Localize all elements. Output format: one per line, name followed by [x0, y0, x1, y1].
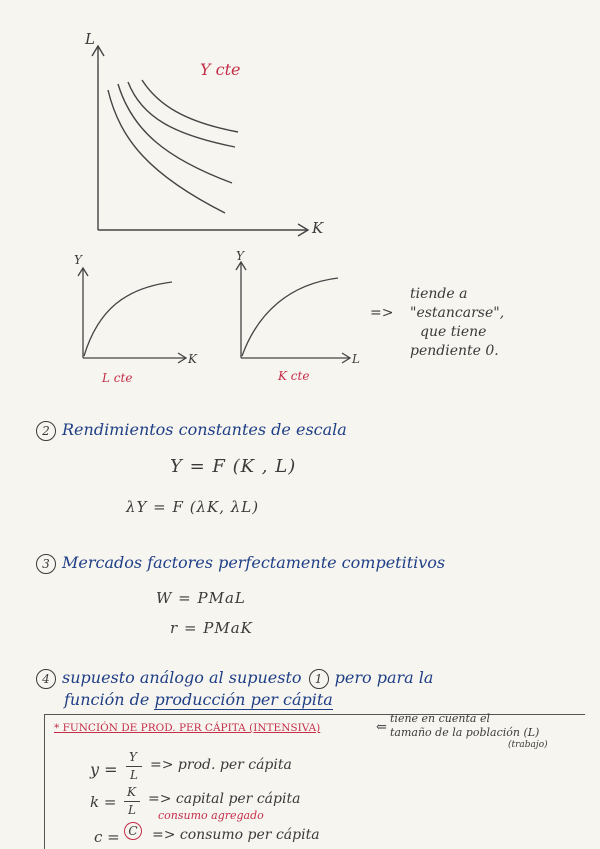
row-1-denominator: L: [130, 768, 138, 782]
section-4-text-c: función de: [64, 690, 150, 709]
small-right-x-label: L: [352, 352, 360, 366]
row-2-fraction-bar: [124, 801, 140, 802]
section-3-number: 3: [36, 554, 56, 574]
small-left-y-label: Y: [74, 253, 82, 267]
small-right-caption: K cte: [278, 369, 310, 383]
note-arrow: =>: [370, 305, 394, 321]
small-right-curve: [242, 278, 338, 356]
row-1-rhs: => prod. per cápita: [150, 757, 292, 773]
row-3-lhs: c =: [94, 828, 120, 846]
section-2-heading: [36, 420, 347, 441]
row-1-numerator: Y: [129, 750, 137, 764]
row-2-lhs: k =: [90, 793, 117, 811]
note-line-4: pendiente 0.: [410, 343, 499, 359]
note-line-2: "estancarse",: [410, 305, 505, 321]
section-2-formula-1: Y = F (K , L): [170, 456, 297, 477]
section-3-heading: [36, 553, 445, 574]
section-4-text-d: producción per cápita: [154, 690, 333, 709]
section-2-formula-2: λY = F (λK, λL): [126, 498, 260, 516]
row-1-fraction-bar: [126, 766, 142, 767]
note-line-1: tiende a: [410, 286, 468, 302]
isoquant-graph: [0, 0, 600, 400]
box-heading: * FUNCIÓN DE PROD. PER CÁPITA (INTENSIVA): [54, 722, 321, 734]
y-constant-annotation: Y cte: [200, 60, 241, 79]
box-side-note-3: (trabajo): [508, 740, 548, 750]
section-3-formula-2: r = PMaK: [170, 619, 253, 637]
row-2-numerator: K: [127, 785, 136, 799]
small-right-y-label: Y: [236, 249, 244, 263]
section-4-line-2: [64, 690, 333, 709]
section-3-title: Mercados factores perfectamente competitivos: [62, 553, 446, 572]
row-3-numerator-circled: C: [124, 822, 142, 840]
box-side-note-1: tiene en cuenta el: [390, 712, 490, 725]
isoquant-1: [108, 90, 225, 213]
main-y-label: L: [85, 30, 95, 48]
section-4-line-1: [36, 668, 433, 689]
section-2-number: 2: [36, 421, 56, 441]
box-side-note-2: tamaño de la población (L): [390, 726, 540, 739]
box-side-arrow: ⇐: [376, 720, 387, 735]
row-2-rhs: => capital per cápita: [148, 791, 301, 807]
section-3-formula-1: W = PMaL: [156, 589, 246, 607]
row-1-lhs: y =: [90, 760, 118, 779]
isoquant-4: [142, 80, 238, 132]
main-x-label: K: [312, 219, 324, 237]
section-4-text-a: supuesto análogo al supuesto: [62, 668, 302, 687]
section-4-number: 4: [36, 669, 56, 689]
small-left-curve: [84, 282, 172, 356]
row-3-rhs: => consumo per cápita: [152, 827, 320, 843]
row-3-note: consumo agregado: [158, 809, 264, 822]
small-left-x-label: K: [188, 352, 197, 366]
section-4-ref-number: 1: [309, 669, 329, 689]
isoquant-2: [118, 84, 232, 183]
row-2-denominator: L: [128, 803, 136, 817]
small-left-caption: L cte: [102, 371, 133, 385]
section-2-title: Rendimientos constantes de escala: [62, 420, 347, 439]
note-line-3: que tiene: [420, 324, 487, 340]
section-4-text-b: pero para la: [334, 668, 434, 687]
